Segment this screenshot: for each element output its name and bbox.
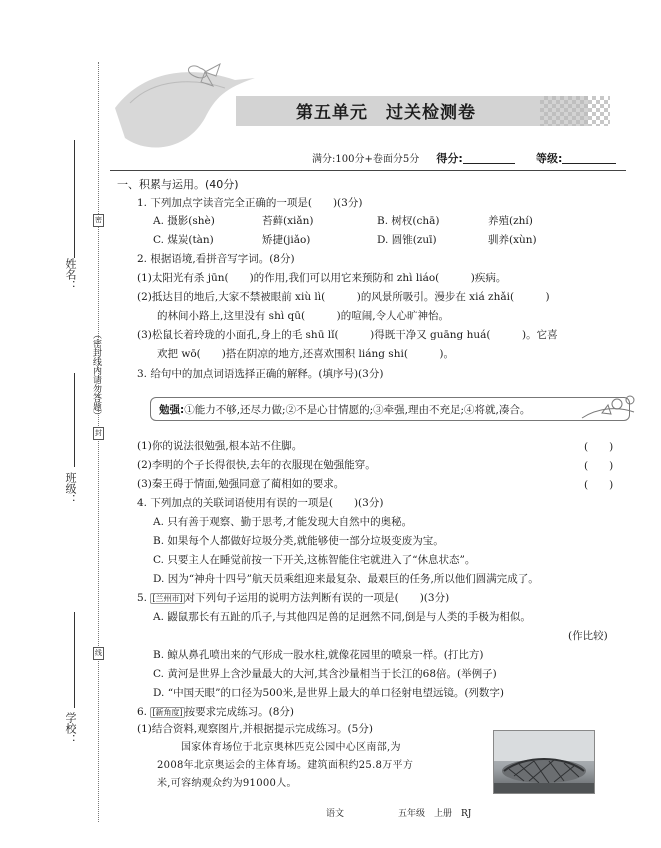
footer-subject: 语文 xyxy=(326,809,345,819)
q1-b1-pinyin: (chā) xyxy=(412,215,440,227)
q1-a1-pinyin: (shè) xyxy=(188,215,215,227)
class-label: 班级： xyxy=(64,472,77,505)
seal-mark-mid: 封 xyxy=(93,427,104,440)
q3-answer-1[interactable]: ( ) xyxy=(584,441,614,453)
q3-sentence-1: (1)你的说法很勉强,根本站不住脚。 xyxy=(137,440,303,452)
score-line xyxy=(312,150,616,166)
name-label: 姓名： xyxy=(64,258,77,291)
q4-option-c: C. 只要主人在睡觉前按一下开关,这栋智能住宅就进入了“休息状态”。 xyxy=(153,554,476,566)
q1-a2-word: 苔藓 xyxy=(262,215,283,227)
q1-option-a2 xyxy=(262,214,314,228)
q4-option-b: B. 如果每个人都做好垃圾分类,就能够使一部分垃圾变废为宝。 xyxy=(153,535,444,547)
footer-grade: 五年级 上册 RJ xyxy=(398,809,472,819)
grade-blank[interactable] xyxy=(562,152,616,164)
score-info: 满分:100分+卷面分5分 xyxy=(312,154,420,165)
q1-d2-pinyin: (xùn) xyxy=(509,234,537,246)
binding-dotted-line xyxy=(98,62,99,822)
q2-line-4: (3)松鼠长着玲珑的小面孔,身上的毛 shū lǐ( )得既干净又 guāng huá( )。它喜 xyxy=(137,329,558,341)
school-label: 学校： xyxy=(64,712,77,745)
grade-label: 等级: xyxy=(535,152,563,165)
q1-option-b2 xyxy=(488,214,533,228)
q5-option-c: C. 黄河是世界上含沙量最大的大河,其含沙量相当于长江的68倍。(举例子) xyxy=(153,668,497,680)
q1-c1-pinyin: (tàn) xyxy=(188,234,214,246)
birds-nest-stadium-photo xyxy=(493,730,595,794)
q1-d2-word: 驯养 xyxy=(488,234,509,246)
seal-notice: （密封线内请勿答题） xyxy=(91,330,101,420)
q2-line-1: (1)太阳光有杀 jūn( )的作用,我们可以用它来预防和 zhì liáo( )疾病。 xyxy=(137,272,507,284)
q1-c1-word: C. 煤炭 xyxy=(153,234,189,246)
q6-source-tag: [新角度] xyxy=(152,708,183,717)
q1-c2-pinyin: (jiǎo) xyxy=(283,234,311,246)
q1-d1-word: D. 圆锥 xyxy=(377,234,413,246)
q5-source-tag: [兰州市] xyxy=(152,594,183,603)
q3-answer-3[interactable]: ( ) xyxy=(584,479,614,491)
section-heading: 一、积累与运用。(40分) xyxy=(117,178,239,191)
q5-option-d: D. “中国天眼”的口径为500米,是世界上最大的单口径射电望远镜。(列数字) xyxy=(153,687,505,699)
page-title: 第五单元 过关检测卷 xyxy=(296,103,476,123)
q1-option-d2 xyxy=(488,233,537,247)
q2-stem: 2. 根据语境,看拼音写字词。(8分) xyxy=(137,253,295,265)
q1-b2-pinyin: (zhí) xyxy=(509,215,533,227)
q1-d1-pinyin: (zuī) xyxy=(412,234,437,246)
q5-stem: 对下列句子运用的说明方法判断有误的一项是( )(3分) xyxy=(184,592,450,604)
banner-pattern xyxy=(540,96,610,126)
q3-stem: 3. 给句中的加点词语选择正确的解释。(填序号)(3分) xyxy=(137,368,384,380)
q5-stem-line: 5. [兰州市] 对下列句子运用的说明方法判断有误的一项是( )(3分) xyxy=(137,592,450,604)
q1-b1-word: B. 树杈 xyxy=(377,215,413,227)
q6-stem: 按要求完成练习。(8分) xyxy=(184,706,294,718)
q1-option-a1 xyxy=(153,214,215,228)
flower-decoration xyxy=(572,388,642,428)
q1-option-b1 xyxy=(377,214,440,228)
name-blank[interactable] xyxy=(74,140,75,258)
q6-passage-line-3: 米,可容纳观众约为91000人。 xyxy=(157,778,297,789)
q1-b2-word: 养殖 xyxy=(488,215,509,227)
q3-sentence-3: (3)秦王碍于情面,勉强同意了蔺相如的要求。 xyxy=(137,478,345,490)
seal-mark-top: 密 xyxy=(93,214,104,227)
q1-option-c1 xyxy=(153,233,214,247)
q3-answer-2[interactable]: ( ) xyxy=(584,460,614,472)
stadium-illustration xyxy=(494,731,594,793)
header-rule xyxy=(110,170,626,171)
score-blank[interactable] xyxy=(463,152,515,164)
q4-stem: 4. 下列加点的关联词语使用有误的一项是( )(3分) xyxy=(137,497,384,509)
q5-option-a-method: (作比较) xyxy=(568,630,608,642)
q6-stem-line: 6. [新角度] 按要求完成练习。(8分) xyxy=(137,706,294,718)
q6-subquestion: (1)结合资料,观察图片,并根据提示完成练习。(5分) xyxy=(137,723,373,735)
definition-term: 勉强: xyxy=(159,404,185,416)
q5-option-b: B. 鲸从鼻孔喷出来的气形成一股水柱,就像花园里的喷泉一样。(打比方) xyxy=(153,649,484,661)
q4-option-a: A. 只有善于观察、勤于思考,才能发现大自然中的奥秘。 xyxy=(153,516,413,528)
definition-text: ①能力不够,还尽力做;②不是心甘情愿的;③牵强,理由不充足;④将就,凑合。 xyxy=(184,404,531,416)
q2-line-5: 欢把 wō( )搭在阴凉的地方,还喜欢围积 liáng shi( )。 xyxy=(157,348,455,360)
score-label: 得分: xyxy=(436,152,463,165)
q6-passage-line-2: 2008年北京奥运会的主体育场。建筑面积约25.8万平方 xyxy=(157,760,414,771)
q2-line-3: 的林间小路上,这里没有 shì qū( )的喧闹,令人心旷神怡。 xyxy=(157,310,450,322)
definition-box xyxy=(150,397,630,421)
seal-mark-bottom: 线 xyxy=(93,647,104,660)
q1-a2-pinyin: (xiǎn) xyxy=(283,215,314,227)
q1-stem: 1. 下列加点字读音完全正确的一项是( )(3分) xyxy=(137,197,363,209)
q1-c2-word: 矫捷 xyxy=(262,234,283,246)
q2-line-2: (2)抵达目的地后,大家不禁被眼前 xiù lì( )的风景所吸引。漫步在 xiá zhǎi( ) xyxy=(137,291,550,303)
class-blank[interactable] xyxy=(74,373,75,467)
q4-option-d: D. 因为“神舟十四号”航天员乘组迎来最复杂、最艰巨的任务,所以他们圆满完成了。 xyxy=(153,573,539,585)
q3-sentence-2: (2)李明的个子长得很快,去年的衣服现在勉强能穿。 xyxy=(137,459,376,471)
q5-option-a: A. 鼹鼠那长有五趾的爪子,与其他四足兽的足迥然不同,倒是与人类的手极为相似。 xyxy=(153,611,531,623)
q1-a1-word: A. 摄影 xyxy=(153,215,189,227)
school-blank[interactable] xyxy=(74,612,75,708)
q1-option-d1 xyxy=(377,233,437,247)
q6-passage-line-1: 国家体育场位于北京奥林匹克公园中心区南部,为 xyxy=(181,742,401,753)
q1-option-c2 xyxy=(262,233,310,247)
